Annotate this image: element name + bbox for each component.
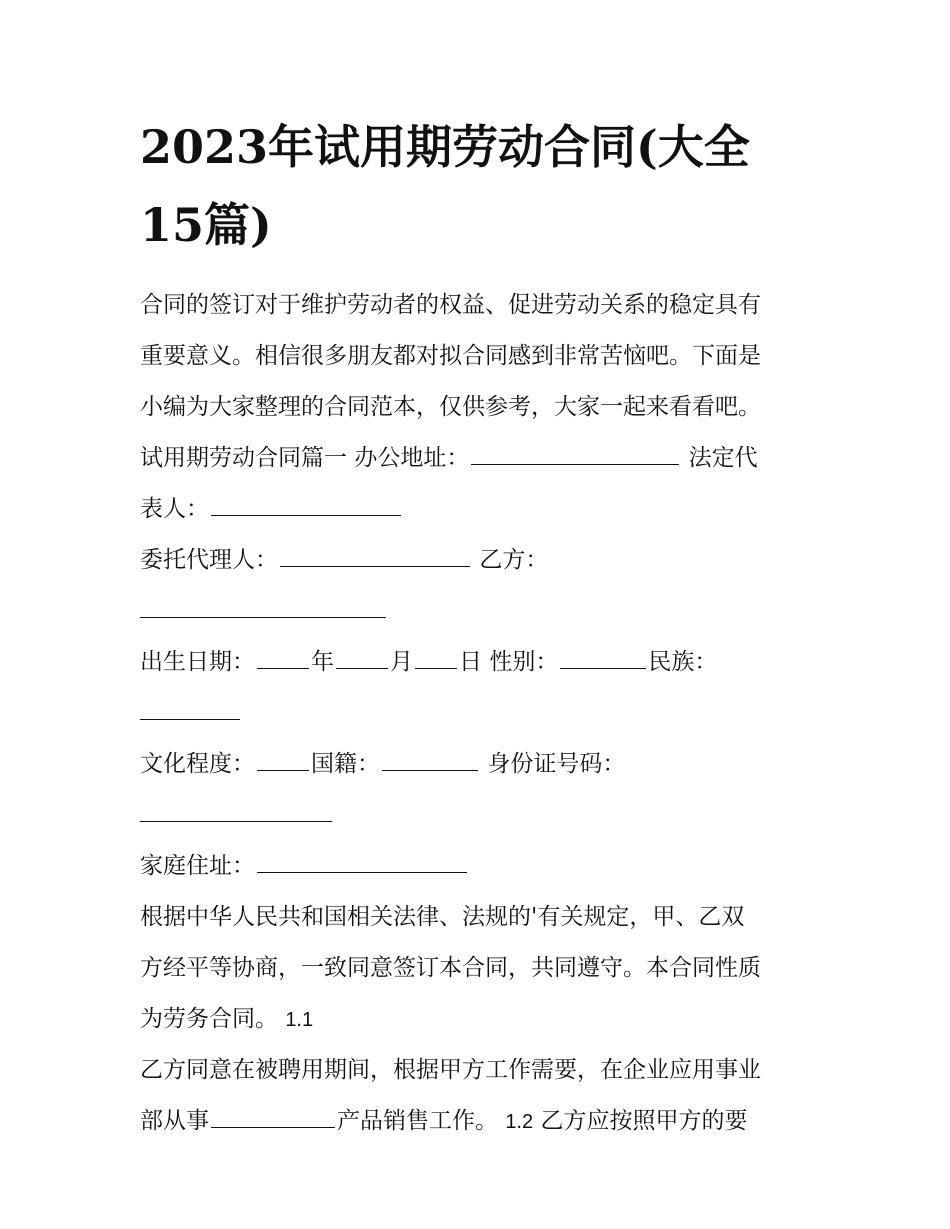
intro-line-1: 合同的签订对于维护劳动者的权益、促进劳动关系的稳定具有 xyxy=(140,292,761,318)
office-address-blank[interactable] xyxy=(471,444,679,465)
basis-line-2: 方经平等协商，一致同意签订本合同，共同遵守。本合同性质 xyxy=(140,955,761,981)
intro-line-2: 重要意义。相信很多朋友都对拟合同感到非常苦恼吧。下面是 xyxy=(140,343,761,369)
id-blank-line xyxy=(140,790,820,841)
id-blank[interactable] xyxy=(140,801,332,822)
legal-rep-prefix: 法定代 xyxy=(688,445,758,471)
gender-blank[interactable] xyxy=(560,648,646,669)
agent-label: 委托代理人： xyxy=(140,547,278,573)
agent-line xyxy=(140,535,820,586)
legal-rep-line xyxy=(140,484,820,535)
legal-rep-blank[interactable] xyxy=(211,495,401,516)
home-address-label: 家庭住址： xyxy=(140,853,255,879)
education-blank[interactable] xyxy=(257,750,309,771)
clause-1-1-line-2 xyxy=(140,1096,820,1147)
birth-line xyxy=(140,637,820,688)
basis-line-3 xyxy=(140,994,820,1045)
party-b-blank-line xyxy=(140,586,820,637)
ethnicity-label: 民族： xyxy=(648,649,718,675)
month-label: 月 xyxy=(390,649,413,675)
agent-blank[interactable] xyxy=(280,546,470,567)
gender-label: 性别： xyxy=(489,649,559,675)
clause-1-1-line-1: 乙方同意在被聘用期间，根据甲方工作需要，在企业应用事业 xyxy=(140,1057,761,1083)
office-address-label: 办公地址： xyxy=(354,445,470,471)
education-line xyxy=(140,739,820,790)
party-b-blank[interactable] xyxy=(140,597,386,618)
clause-1-1-prefix: 部从事 xyxy=(140,1108,209,1134)
legal-rep-suffix: 表人： xyxy=(140,496,209,522)
basis-line-1: 根据中华人民共和国相关法律、法规的'有关规定，甲、乙双 xyxy=(140,904,745,930)
nationality-label: 国籍： xyxy=(311,751,380,777)
clause-1-2-text: 乙方应按照甲方的要 xyxy=(540,1108,748,1134)
chapter-label: 试用期劳动合同篇一 xyxy=(140,445,347,471)
home-address-line xyxy=(140,841,820,892)
birth-year-blank[interactable] xyxy=(257,648,309,669)
clause-1-1-number: 1.1 xyxy=(285,1009,314,1031)
clause-1-1-blank[interactable] xyxy=(211,1107,335,1128)
document-title xyxy=(140,108,820,264)
chapter-office-line xyxy=(140,433,820,484)
ethnicity-blank[interactable] xyxy=(140,699,240,720)
day-label: 日 xyxy=(459,649,482,675)
home-address-blank[interactable] xyxy=(257,852,467,873)
ethnicity-blank-line xyxy=(140,688,820,739)
nationality-blank[interactable] xyxy=(382,750,478,771)
clause-1-2-number: 1.2 xyxy=(505,1111,534,1133)
education-label: 文化程度： xyxy=(140,751,255,777)
birth-label: 出生日期： xyxy=(140,649,255,675)
birth-day-blank[interactable] xyxy=(415,648,457,669)
clause-1-1-suffix: 产品销售工作。 xyxy=(337,1108,498,1134)
title-line-1: 2023年试用期劳动合同(大全 xyxy=(140,120,750,174)
id-label: 身份证号码： xyxy=(487,751,626,777)
document-body xyxy=(140,280,820,1147)
basis-line-3-text: 为劳务合同。 xyxy=(140,1006,278,1032)
party-b-label: 乙方： xyxy=(479,547,549,573)
year-label: 年 xyxy=(311,649,334,675)
intro-line-3: 小编为大家整理的合同范本，仅供参考，大家一起来看看吧。 xyxy=(140,394,761,420)
birth-month-blank[interactable] xyxy=(336,648,388,669)
title-line-2: 15篇) xyxy=(140,198,272,252)
